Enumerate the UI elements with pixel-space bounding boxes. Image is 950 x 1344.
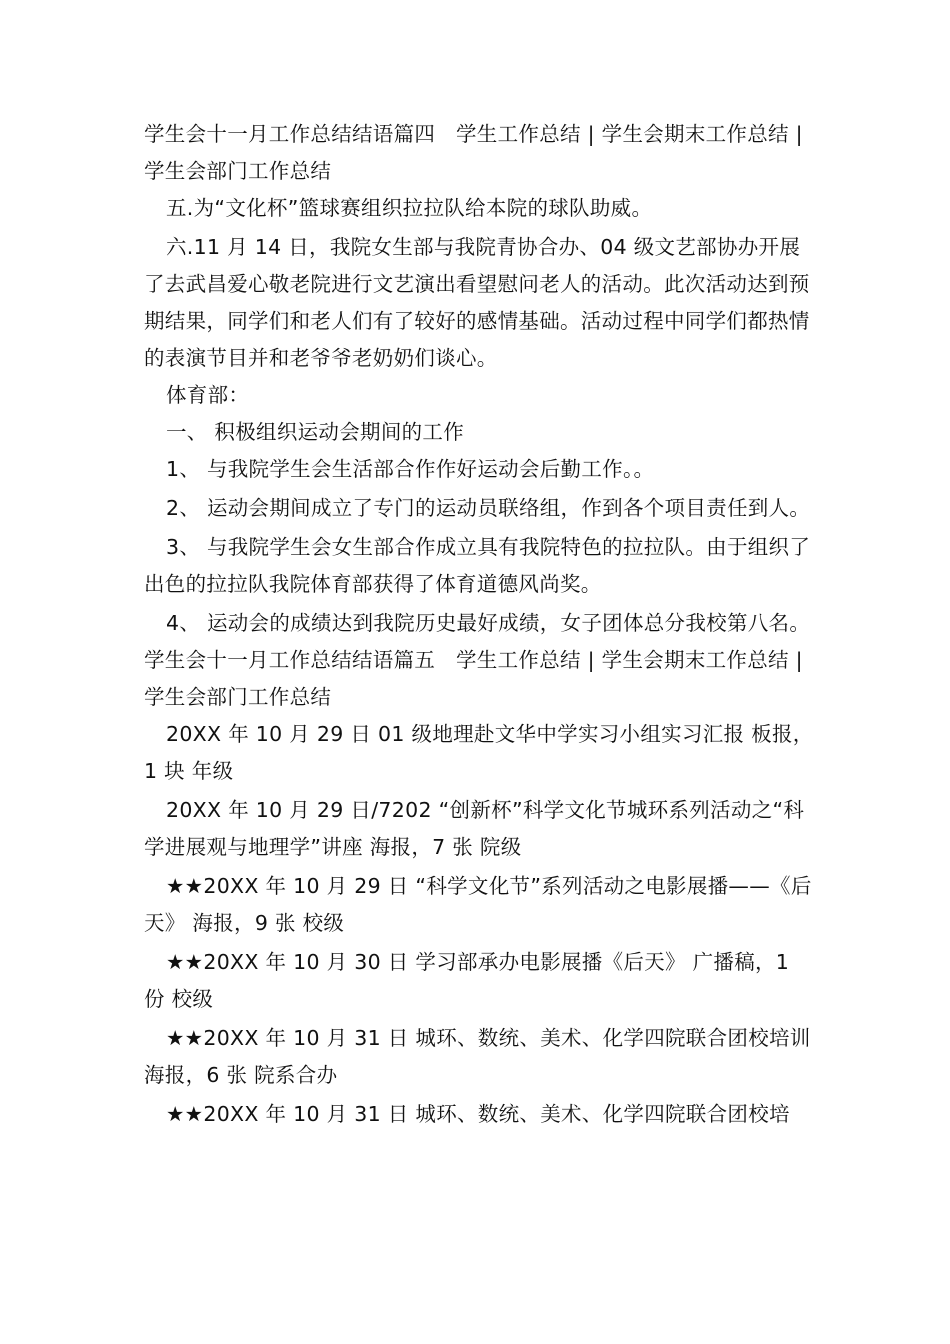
section-heading-5: 学生会十一月工作总结结语篇五 学生工作总结 | 学生会期末工作总结 | 学生会部门工作总结 xyxy=(144,648,803,709)
paragraph: 20XX 年 10 月 29 日/7202 “创新杯”科学文化节城环系列活动之“科学进展观与地理学”讲座 海报，7 张 院级 xyxy=(144,798,805,859)
paragraph: 六.11 月 14 日，我院女生部与我院青协合办、04 级文艺部协办开展了去武昌爱心敬老院进行文艺演出看望慰问老人的活动。此次活动达到预期结果，同学们和老人们有了较好的感情基础。活动过程中同学们都热情的表演节目并和老爷爷老奶奶们谈心。 xyxy=(144,235,810,370)
paragraph: 一、 积极组织运动会期间的工作 xyxy=(166,420,465,444)
paragraph: ★★20XX 年 10 月 31 日 城环、数统、美术、化学四院联合团校培训 海报，6 张 院系合办 xyxy=(144,1026,811,1087)
paragraph: ★★20XX 年 10 月 30 日 学习部承办电影展播《后天》 广播稿，1 份 校级 xyxy=(144,950,790,1011)
paragraph: 2、 运动会期间成立了专门的运动员联络组，作到各个项目责任到人。 xyxy=(166,496,811,520)
paragraph: 1、 与我院学生会生活部合作作好运动会后勤工作。。 xyxy=(166,457,655,481)
paragraph: 五.为“文化杯”篮球赛组织拉拉队给本院的球队助威。 xyxy=(166,196,653,220)
paragraph: ★★20XX 年 10 月 29 日 “科学文化节”系列活动之电影展播——《后天》 海报，9 张 校级 xyxy=(144,874,812,935)
paragraph: 20XX 年 10 月 29 日 01 级地理赴文华中学实习小组实习汇报 板报，1 块 年级 xyxy=(144,722,814,783)
paragraph: 体育部： xyxy=(166,383,250,407)
paragraph: ★★20XX 年 10 月 31 日 城环、数统、美术、化学四院联合团校培 xyxy=(166,1102,790,1126)
paragraph: 3、 与我院学生会女生部合作成立具有我院特色的拉拉队。由于组织了出色的拉拉队我院体育部获得了体育道德风尚奖。 xyxy=(144,535,811,596)
document-page xyxy=(144,116,816,1133)
paragraph: 4、 运动会的成绩达到我院历史最好成绩，女子团体总分我校第八名。 xyxy=(166,611,811,635)
section-heading-4: 学生会十一月工作总结结语篇四 学生工作总结 | 学生会期末工作总结 | 学生会部门工作总结 xyxy=(144,122,803,183)
